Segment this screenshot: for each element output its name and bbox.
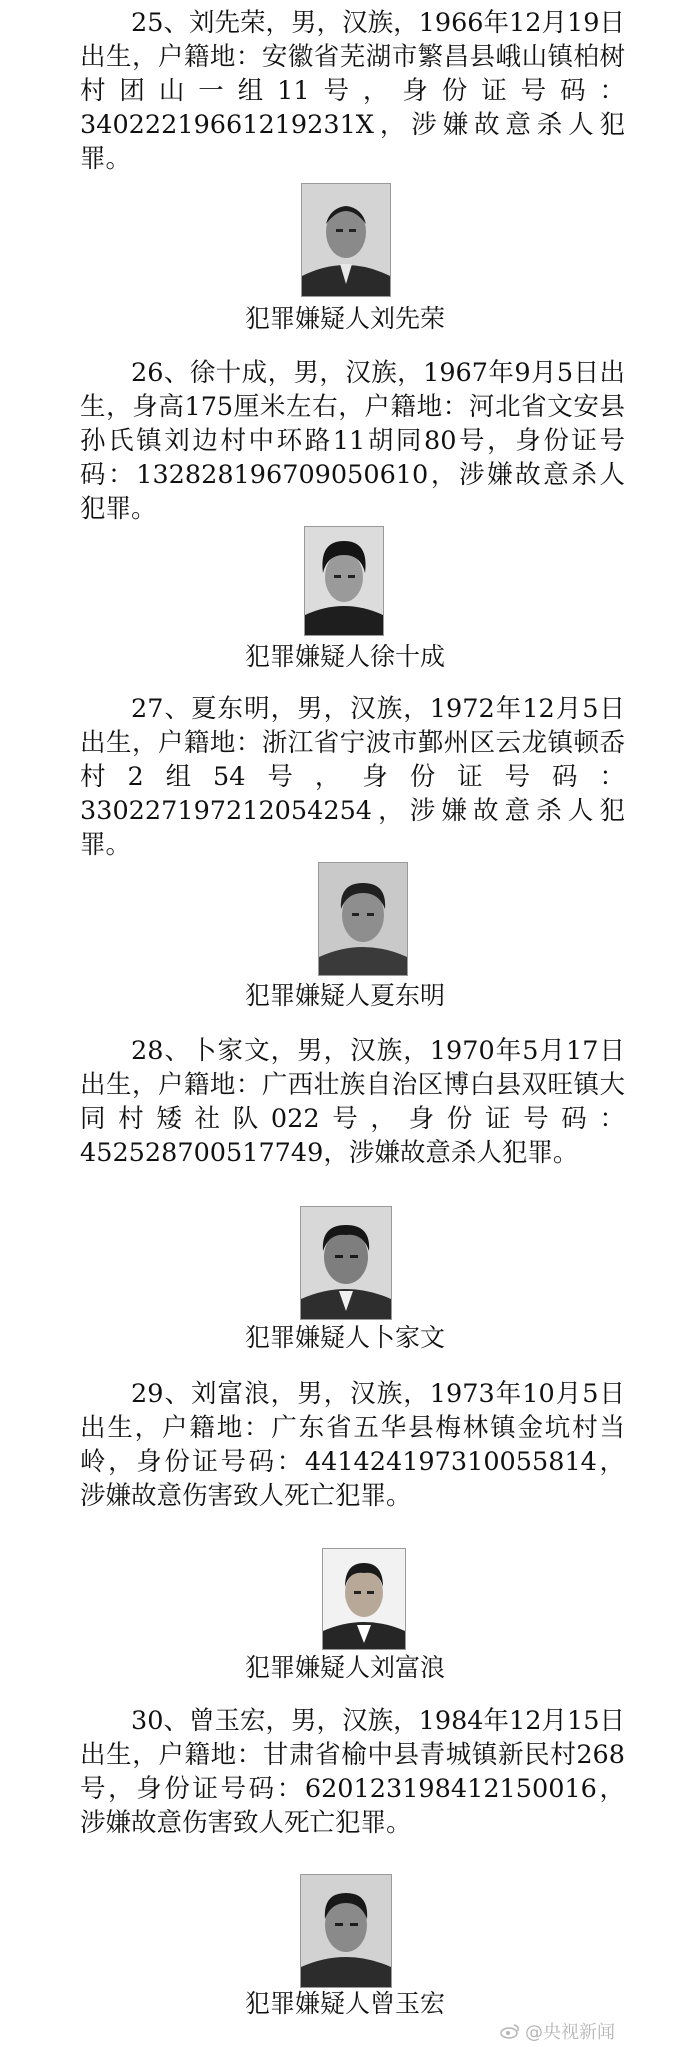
suspect-photo — [304, 526, 384, 636]
photo-caption: 犯罪嫌疑人夏东明 — [244, 981, 445, 1010]
suspect-description: 26、徐十成，男，汉族，1967年9月5日出生，身高175厘米左右，户籍地：河北省文安县孙氏镇刘边村中环路11胡同80号，身份证号码：132828196709050610，涉嫌故意杀人犯罪。 — [80, 358, 625, 524]
photo-caption: 犯罪嫌疑人徐十成 — [244, 642, 445, 671]
suspect-photo — [318, 862, 408, 976]
suspect-photo — [301, 183, 391, 297]
photo-caption: 犯罪嫌疑人卜家文 — [244, 1323, 445, 1352]
weibo-logo-icon — [500, 2023, 520, 2039]
suspect-photo — [300, 1874, 392, 1988]
suspect-photo — [322, 1548, 406, 1650]
watermark-text: @央视新闻 — [525, 2022, 615, 2043]
suspect-description: 25、刘先荣，男，汉族，1966年12月19日出生，户籍地：安徽省芜湖市繁昌县峨山镇柏树村团山一组11号，身份证号码：34022219661219231X，涉嫌故意杀人犯罪。 — [80, 8, 625, 174]
suspect-description: 30、曾玉宏，男，汉族，1984年12月15日出生，户籍地：甘肃省榆中县青城镇新民村268号，身份证号码：620123198412150016，涉嫌故意伤害致人死亡犯罪。 — [80, 1706, 625, 1838]
suspect-description: 28、卜家文，男，汉族，1970年5月17日出生，户籍地：广西壮族自治区博白县双旺镇大同村矮社队022号，身份证号码：452528700517749，涉嫌故意杀人犯罪。 — [80, 1036, 625, 1168]
photo-caption: 犯罪嫌疑人曾玉宏 — [244, 1989, 445, 2018]
photo-caption: 犯罪嫌疑人刘先荣 — [244, 304, 445, 333]
suspect-description: 27、夏东明，男，汉族，1972年12月5日出生，户籍地：浙江省宁波市鄞州区云龙镇顿岙村2组54号，身份证号码：330227197212054254，涉嫌故意杀人犯罪。 — [80, 694, 625, 860]
suspect-description: 29、刘富浪，男，汉族，1973年10月5日出生，户籍地：广东省五华县梅林镇金坑村当岭，身份证号码：441424197310055814，涉嫌故意伤害致人死亡犯罪。 — [80, 1379, 625, 1511]
watermark — [500, 2018, 615, 2044]
photo-caption: 犯罪嫌疑人刘富浪 — [244, 1653, 445, 1682]
suspect-photo — [300, 1206, 392, 1320]
